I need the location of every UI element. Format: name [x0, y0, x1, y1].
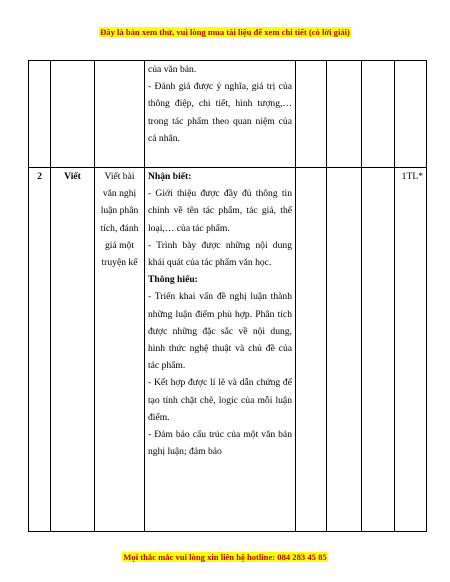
level-cell: [296, 61, 327, 168]
table-row: [29, 168, 427, 532]
level-cell: [327, 168, 362, 532]
skill-cell: [51, 61, 95, 168]
level-cell: [327, 61, 362, 168]
specification-table: [28, 60, 427, 532]
level-cell: [362, 168, 395, 532]
topic-cell: Viết bài văn nghị luận phân tích, đánh giá một truyện kể: [95, 168, 145, 532]
requirement-text: - Giới thiệu được đầy đủ thông tin chính về tên tác phẩm, tác giả, thể loại,… của tác phẩm.: [148, 188, 292, 234]
requirement-text: - Kết hợp được lí lẽ và dẫn chứng để tạo tính chặt chẽ, logic của mỗi luận điểm.: [148, 377, 292, 423]
level-cell: [296, 168, 327, 532]
preview-notice-banner: [0, 27, 450, 37]
requirement-text: - Triển khai vấn đề nghị luận thành những luận điểm phù hợp. Phân tích được những đặc sắc về nội dung, hình thức nghệ thuật và chủ đề của tác phẩm.: [148, 291, 292, 372]
topic-cell: [95, 61, 145, 168]
hotline-notice-text: Mọi thắc mắc vui lòng xin liên hệ hotline: 084 283 45 85: [123, 552, 327, 562]
level-heading: Thông hiểu:: [148, 274, 198, 286]
total-cell: 1TL*: [395, 168, 427, 532]
preview-notice-text: Đây là bản xem thử, vui lòng mua tài liệu để xem chi tiết (có lời giải): [100, 27, 350, 37]
hotline-notice-banner: [0, 552, 450, 562]
requirement-cell: [145, 168, 296, 532]
level-cell: [362, 61, 395, 168]
row-number-cell: [29, 61, 51, 168]
requirement-cell: [145, 61, 296, 168]
table-row: [29, 61, 427, 168]
row-number-cell: 2: [29, 168, 51, 532]
total-cell: [395, 61, 427, 168]
requirement-text: của văn bản.: [148, 64, 197, 75]
requirement-text: - Đảm bảo cấu trúc của một văn bản nghị luận; đảm bảo: [148, 429, 292, 458]
level-heading: Nhận biết:: [148, 171, 192, 182]
skill-cell: Viết: [51, 168, 95, 532]
requirement-text: - Đánh giá được ý nghĩa, giá trị của thông điệp, chi tiết, hình tượng,… trong tác phẩm theo quan niệm của cá nhân.: [148, 81, 292, 144]
requirement-text: - Trình bày được những nội dung khái quát của tác phẩm văn học.: [148, 239, 292, 269]
